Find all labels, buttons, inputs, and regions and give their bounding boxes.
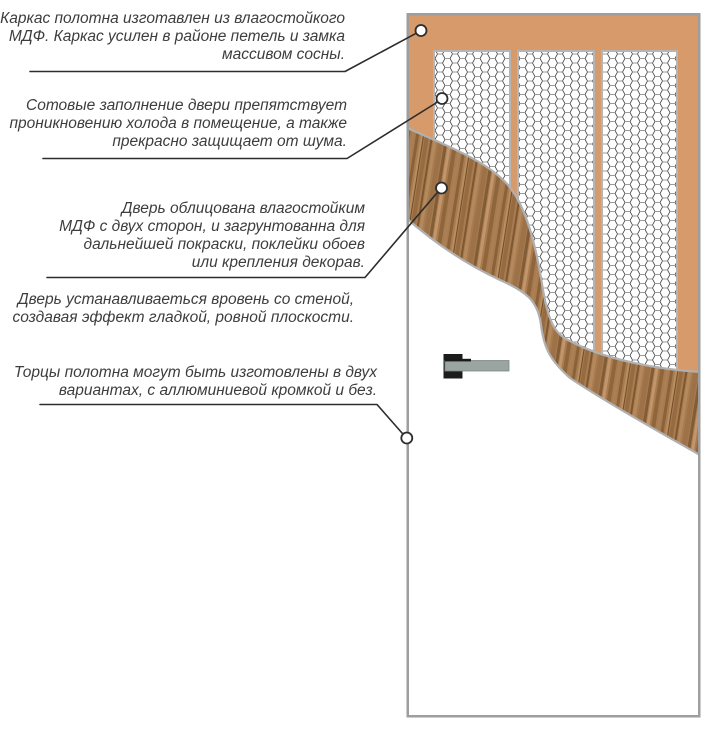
annotation-line: дальнейшей покраски, поклейки обоев: [83, 236, 365, 253]
annotation-line: прекрасно защищает от шума.: [112, 133, 347, 150]
annotation-honeycomb: [10, 97, 347, 151]
annotation-edges: [14, 364, 377, 400]
annotation-line: Торцы полотна могут быть изготовлены в двух: [13, 364, 377, 381]
callout-marker-facing: [436, 183, 447, 194]
annotation-line: Дверь устанавливаеться вровень со стеной,: [17, 291, 354, 308]
annotation-line: МДФ. Каркас усилен в районе петель и замка: [8, 28, 345, 45]
handle-lever-shadow: [445, 359, 471, 362]
leader-line-edges: [40, 405, 403, 435]
annotation-flush: [12, 291, 354, 327]
annotation-frame: [0, 10, 345, 64]
annotation-facing: [59, 200, 365, 272]
annotation-line: или крепления декорав.: [191, 254, 365, 271]
annotation-line: проникновению холода в помещение, а также: [9, 115, 347, 132]
annotation-line: Каркас полотна изготавлен из влагостойкого: [0, 10, 345, 27]
callout-marker-frame: [416, 25, 427, 36]
annotation-line: МДФ с двух сторон, и загрунтованна для: [59, 218, 365, 235]
annotation-line: массивом сосны.: [221, 46, 345, 63]
handle-lever: [445, 361, 509, 372]
annotation-line: Дверь облицована влагостойким: [121, 200, 365, 217]
callout-marker-honeycomb: [437, 93, 448, 104]
callout-marker-edges: [401, 433, 412, 444]
annotation-line: вариантах, с аллюминиевой кромкой и без.: [58, 382, 377, 399]
annotation-line: создавая эффект гладкой, ровной плоскости.: [12, 309, 354, 326]
annotation-line: Сотовые заполнение двери препятствует: [26, 97, 347, 114]
